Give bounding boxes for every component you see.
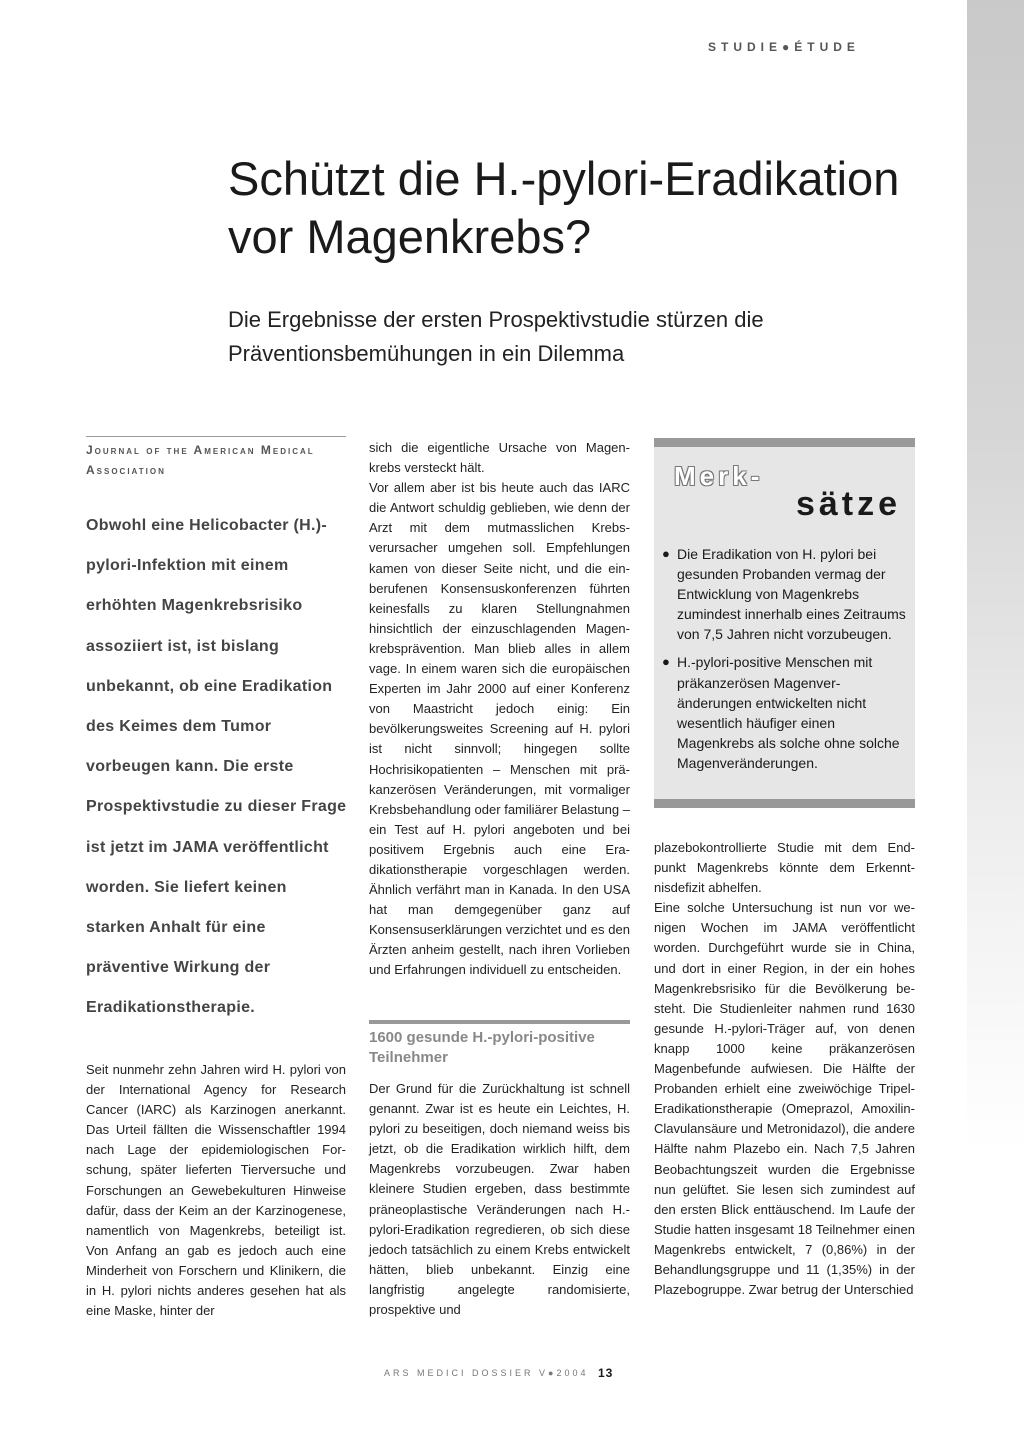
section-subheading: 1600 gesunde H.-pylori-positive Teilnehmer xyxy=(369,1020,630,1068)
article-title: Schützt die H.-pylori-Eradikation vor Magenkrebs? xyxy=(228,152,900,263)
page-edge-gradient xyxy=(967,0,1024,1436)
body-paragraph: plazebokontrollierte Studie mit dem Endpunkt Magenkrebs könnte dem Erkenntnisdefizit abhelfen. xyxy=(654,840,915,896)
bullet-icon: ● xyxy=(662,654,670,670)
body-column-2-continued xyxy=(369,1079,630,1320)
box-title-top: Merk- xyxy=(674,461,764,491)
key-point-text: Die Eradikation von H. pylori bei gesunden Probanden vermag der Entwicklung von Magenkrebs zumindest innerhalb eines Zeitraums von 7,5 Jahren nicht vorzubeugen. xyxy=(677,546,906,643)
lead-paragraph: Obwohl eine Helicobacter (H.)-pylori-Infektion mit einem erhöhten Magenkrebsrisiko assoziiert ist, ist bislang unbekannt, ob eine Eradikation des Keimes dem Tumor vorbeugen kann. Die erste Prospektivstudie zu dieser Frage ist jetzt im JAMA veröffentlicht worden. Sie liefert keinen starken Anhalt für eine präventive Wirkung der Eradikationstherapie. xyxy=(86,517,347,1017)
body-paragraph: Seit nunmehr zehn Jahren wird H. pylori von der International Agency for Research Cancer (IARC) als Karzinogen anerkannt. Das Urteil fällten die Wissenschaftler 1994 nach Lage der epidemiologischen Forschung, später lieferten Tierversuche und Forschungen an Gewebekulturen Hinweise dafür, dass der Keim an der Karzinogenese, namentlich von Magenkrebs, beteiligt ist. Von Anfang an gab es jedoch auch eine Minderheit von Forschern und Klinikern, die in H. pylori nichts anderes gesehen hat als eine Maske, hinter der xyxy=(86,1062,346,1319)
key-points-box xyxy=(654,438,915,808)
key-points-list xyxy=(662,544,907,781)
key-point-item xyxy=(662,652,907,773)
page-number: 13 xyxy=(598,1366,614,1380)
key-point-text: H.-pylori-positive Menschen mit präkanzerösen Magenveränderungen entwickelten nicht wesentlich häufiger einen Magenkrebs als solche ohne solche Magenveränderungen. xyxy=(677,654,900,771)
article-subtitle: Die Ergebnisse der ersten Prospektivstudie stürzen die Präventionsbemühungen in ein Dilemma xyxy=(228,307,764,366)
body-column-1 xyxy=(86,1060,346,1321)
body-paragraph: sich die eigentliche Ursache von Magenkrebs versteckt hält. xyxy=(369,440,630,476)
body-paragraph: Vor allem aber ist bis heute auch das IARC die Antwort schuldig geblieben, wie denn der Arzt mit dem mutmasslichen Krebsverursacher umgehen soll. Empfehlungen kamen von dieser Seite nicht, und die einberufenen Konsensuskonferenzen führten keinesfalls zu klaren Stellungnahmen hinsichtlich der einzuschlagenden Magenkrebsprävention. Man blieb alles in allem vage. In einem waren sich die europäischen Experten im Jahr 2000 auf einer Konferenz von Maastricht jedoch einig: Ein bevölkerungsweites Screening auf H. pylori ist nicht sinnvoll; hingegen sollte Hochrisikopatienten – Menschen mit präkanzerösen Veränderungen, mit vormaliger Krebsbehandlung oder familiärer Belastung – ein Test auf H. pylori angeboten und bei positivem Ergebnis auch eine Eradikationstherapie vorgeschlagen werden. Ähnlich verfährt man in Kanada. In den USA hat man demgegenüber ganz auf Konsensuserklärungen verzichtet und es den Ärzten anheim gestellt, nach ihren Vorlieben und Erfahrungen individuell zu entscheiden. xyxy=(369,480,630,978)
box-title-bottom: sätze xyxy=(795,485,901,523)
source-journal: Journal of the American Medical Association xyxy=(86,436,346,480)
footer-publication: ARS MEDICI DOSSIER V●2004 xyxy=(384,1368,589,1378)
body-column-3 xyxy=(654,838,915,1300)
bullet-icon: ● xyxy=(662,546,670,561)
body-column-2 xyxy=(369,438,630,981)
body-paragraph: Eine solche Untersuchung ist nun vor wenigen Wochen im JAMA veröffentlicht worden. Durchgeführt wurde sie in China, und dort in einer Region, in der ein hohes Magenkrebsrisiko für die Bevölkerung besteht. Die Studienleiter nahmen rund 1630 gesunde H.-pylori-Träger auf, von denen knapp 1000 keine präkanzerösen Magenbefunde aufwiesen. Die Hälfte der Probanden erhielt eine zweiwöchige Tripel-Eradikationstherapie (Omeprazol, Amoxilin-Clavulansäure und Metronidazol), die andere Hälfte nahm Plazebo ein. Nach 7,5 Jahren Beobachtungszeit wurden die Ergebnisse nun gelüftet. Sie lesen sich zumindest auf den ersten Blick enttäuschend. Im Laufe der Studie hatten insgesamt 18 Teilnehmer einen Magenkrebs entwickelt, 7 (0,86%) in der Behandlungsgruppe und 11 (1,35%) in der Plazebogruppe. Zwar betrug der Unterschied xyxy=(654,900,915,1298)
key-point-item xyxy=(662,544,907,644)
body-paragraph: Der Grund für die Zurückhaltung ist schnell genannt. Zwar ist es heute ein Leichtes, H. pylori zu beseitigen, doch niemand weiss bis jetzt, ob die Eradikation wirklich hilft, dem Magenkrebs vorzubeugen. Zwar haben kleinere Studien ergeben, dass bestimmte präneoplastische Veränderungen nach H.-pylori-Eradikation regredieren, ob sich diese jedoch tatsächlich zu einem Krebs entwickelt hätten, blieb unbekannt. Einzig eine langfristig angelegte randomisierte, prospektive und xyxy=(369,1081,630,1318)
section-label: STUDIE●ÉTUDE xyxy=(708,40,860,54)
